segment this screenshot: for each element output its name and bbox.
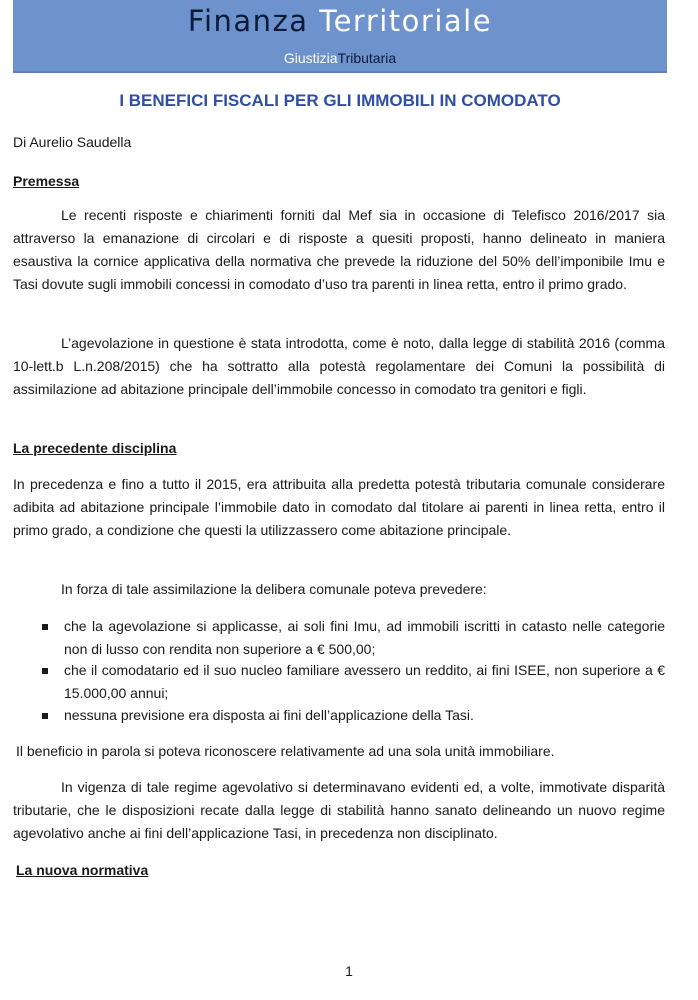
banner-title-word1: Finanza xyxy=(187,4,309,38)
header-banner xyxy=(13,0,667,73)
bullet-item-2: che il comodatario ed il suo nucleo familiare avessero un reddito, ai fini ISEE, non superiore a € 15.000,00 annui; xyxy=(64,662,665,701)
paragraph-2: L’agevolazione in questione è stata introdotta, come è noto, dalla legge di stabilità 2016 (comma 10-lett.b L.n.208/2015) che ha sottratto alla potestà regolamentare dei Comuni la possibilità di assimilazione ad abitazione principale dell’immobile concesso in comodato tra genitori e figli. xyxy=(13,335,665,397)
document-title: I BENEFICI FISCALI PER GLI IMMOBILI IN COMODATO xyxy=(119,91,561,110)
banner-title-word2: Territoriale xyxy=(319,4,493,38)
bullet-item-3: nessuna previsione era disposta ai fini dell’applicazione della Tasi. xyxy=(64,707,474,723)
paragraph-3: In precedenza e fino a tutto il 2015, era attribuita alla predetta potestà tributaria comunale considerare adibita ad abitazione principale l’immobile dato in comodato dal titolare ai parenti in linea retta, entro il primo grado, a condizione che questi la utilizzassero come abitazione principale. xyxy=(13,476,665,538)
banner-logo-subtitle xyxy=(13,49,667,67)
paragraph-4: In forza di tale assimilazione la delibera comunale poteva prevedere: xyxy=(61,581,487,597)
heading-precedente-disciplina: La precedente disciplina xyxy=(13,440,177,456)
author-line: Di Aurelio Saudella xyxy=(13,134,132,150)
banner-subtitle-part1: Giustizia xyxy=(283,50,338,66)
heading-premessa: Premessa xyxy=(13,173,80,189)
bullet-square-icon xyxy=(42,713,48,719)
bullet-square-icon xyxy=(42,668,48,674)
banner-subtitle-part2: Tributaria xyxy=(337,50,397,66)
paragraph-1: Le recenti risposte e chiarimenti forniti dal Mef sia in occasione di Telefisco 2016/2017 sia attraverso la emanazione di circolari e di risposte a quesiti proposti, hanno delineato in maniera esaustiva la cornice applicativa della normativa che prevede la riduzione del 50% dell’imponibile Imu e Tasi dovute sugli immobili concessi in comodato d’uso tra parenti in linea retta, entro il primo grado. xyxy=(13,207,665,292)
banner-logo-title xyxy=(13,2,667,40)
paragraph-5: Il beneficio in parola si poteva riconoscere relativamente ad una sola unità immobiliare. xyxy=(16,743,555,759)
bullet-square-icon xyxy=(42,624,48,630)
paragraph-6: In vigenza di tale regime agevolativo si determinavano evidenti ed, a volte, immotivate disparità tributarie, che le disposizioni recate dalla legge di stabilità hanno sanato delineando un nuovo regime agevolativo anche ai fini dell’applicazione Tasi, in precedenza non disciplinato. xyxy=(13,779,665,841)
bullet-item-1: che la agevolazione si applicasse, ai soli fini Imu, ad immobili iscritti in catasto nelle categorie non di lusso con rendita non superiore a € 500,00; xyxy=(64,618,665,657)
page-number: 1 xyxy=(345,963,353,979)
heading-nuova-normativa: La nuova normativa xyxy=(16,862,149,878)
